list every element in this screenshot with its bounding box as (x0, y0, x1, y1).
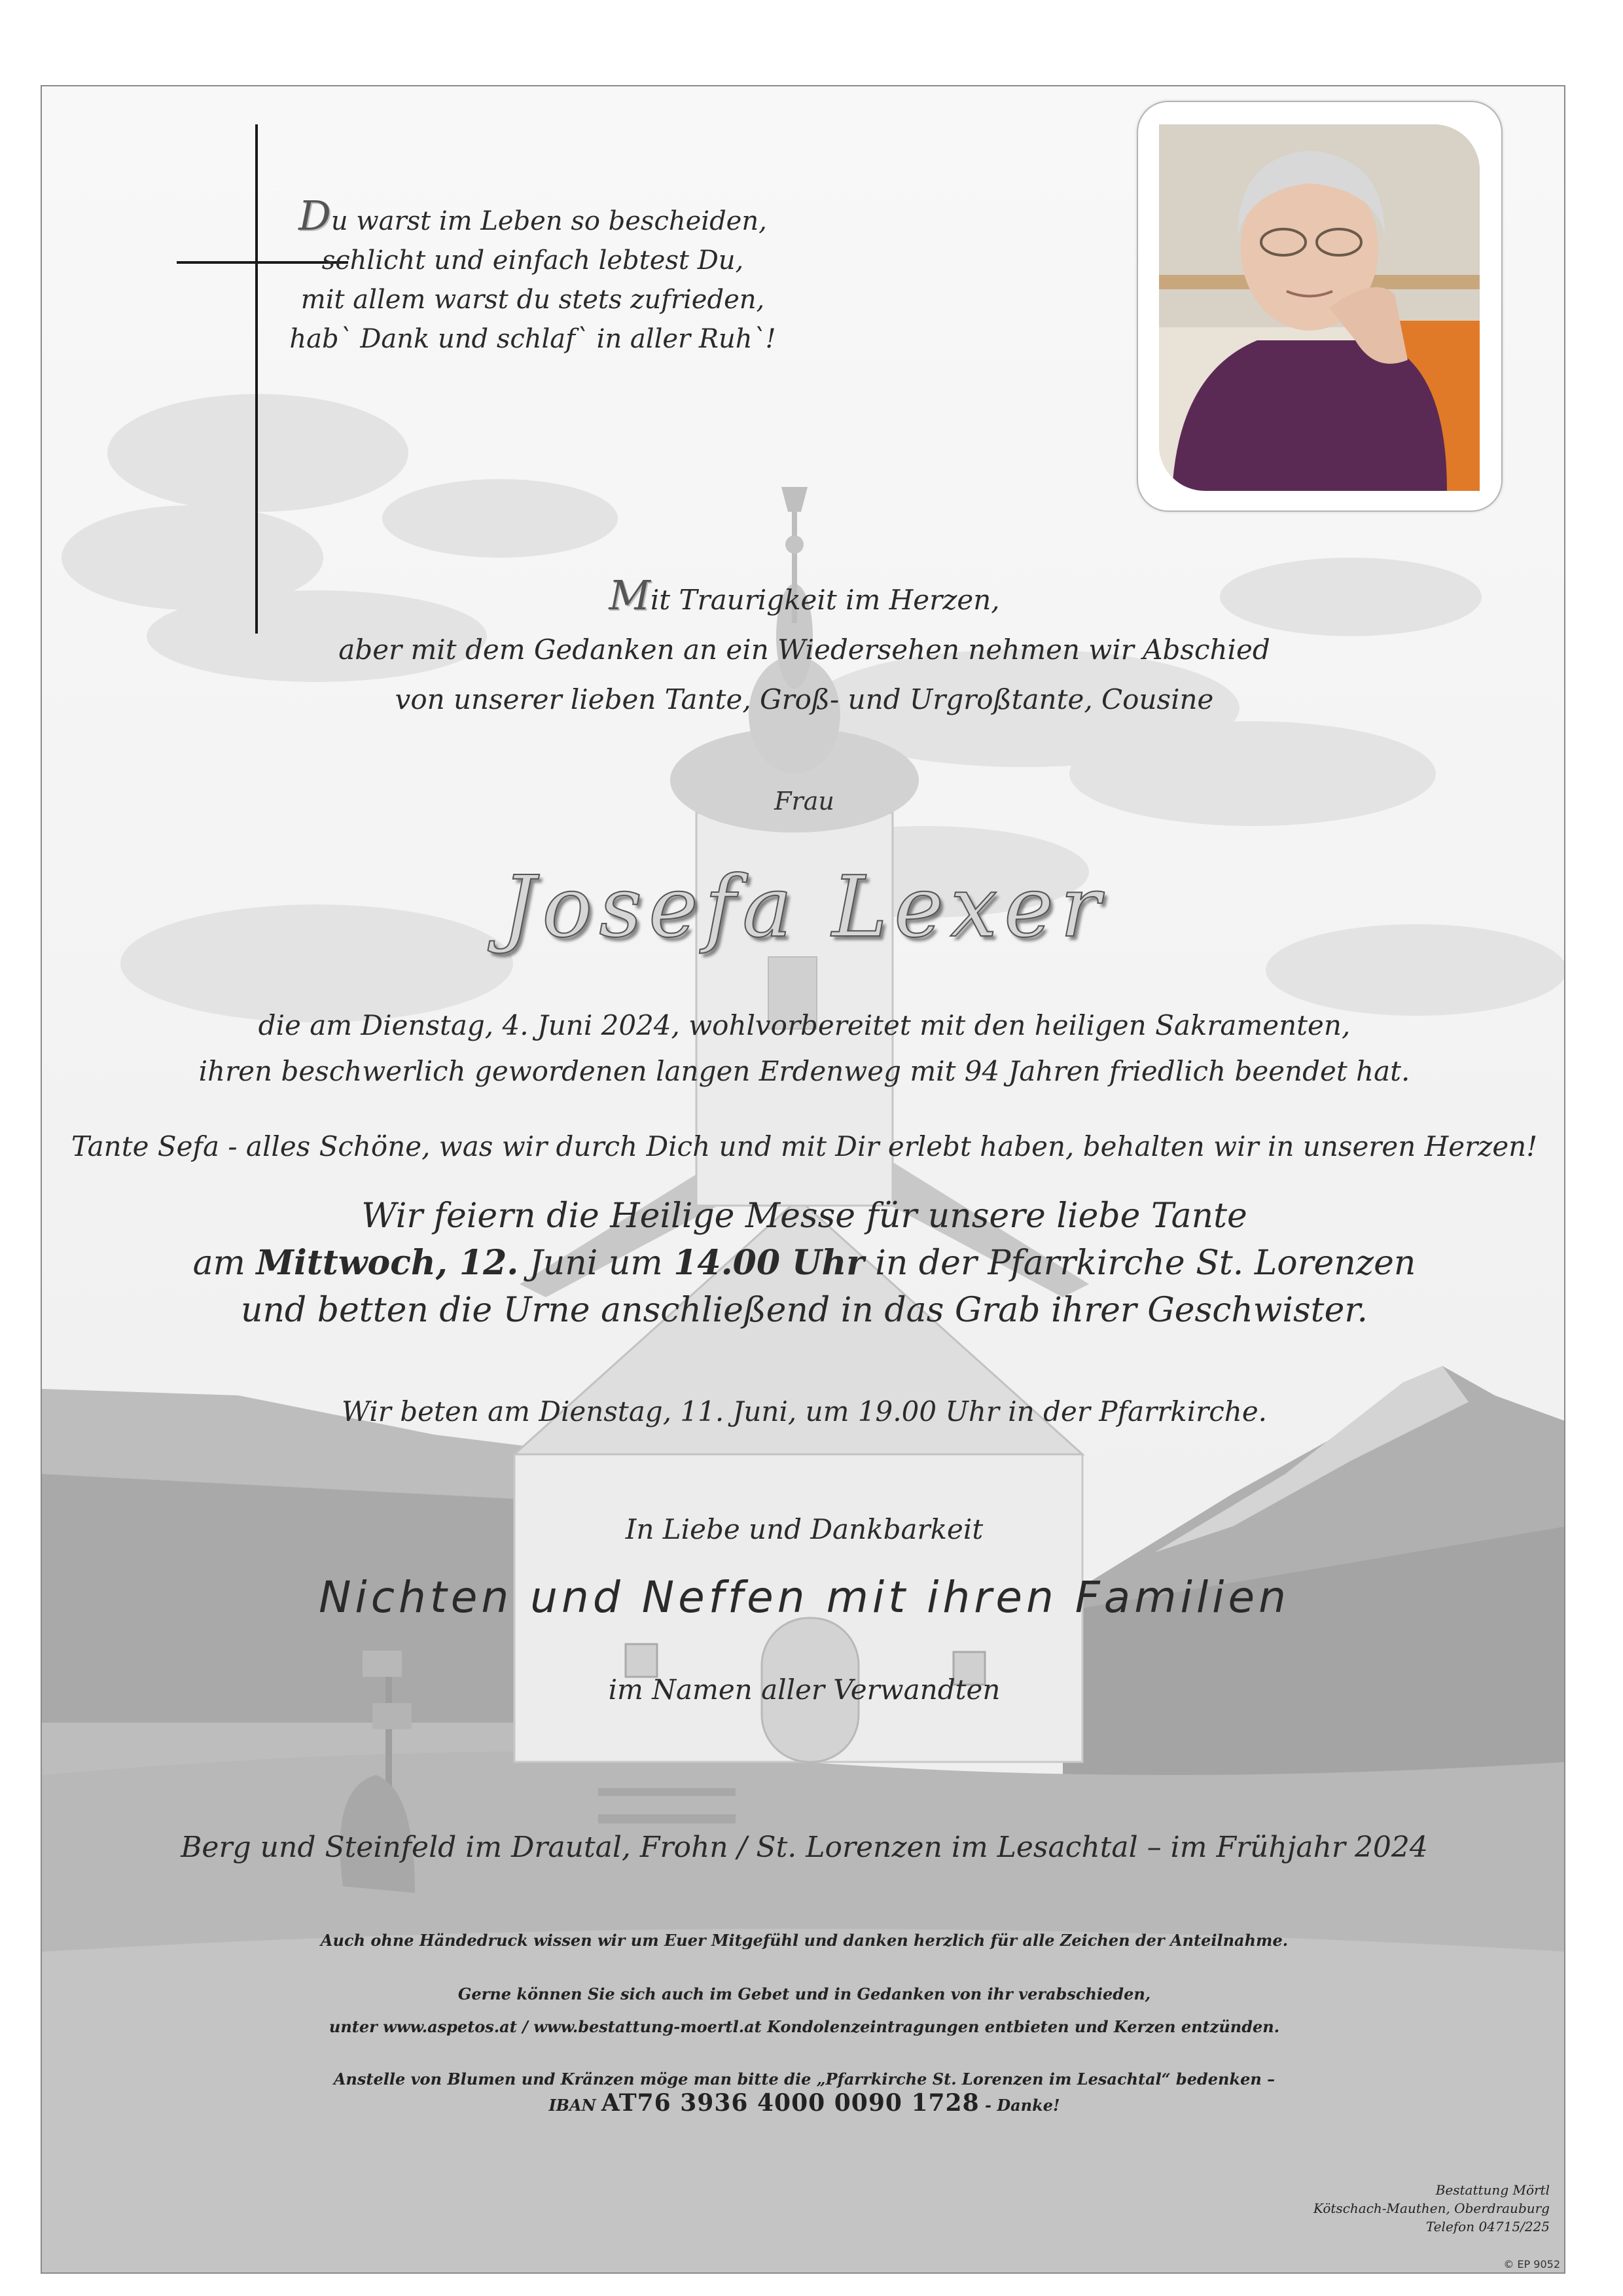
online-note-line-1: Gerne können Sie sich auch im Gebet und in Gedanken von ihr verabschieden, (457, 1984, 1151, 2003)
poem-line-1: u warst im Leben so bescheiden, (330, 206, 767, 236)
mass-line-2-part: am (192, 1244, 257, 1283)
poem-block (147, 192, 919, 359)
intro-line-2: aber mit dem Gedanken an ein Wiedersehen nehmen wir Abschied (338, 634, 1270, 666)
death-notice (42, 1003, 1565, 1094)
iban-label: IBAN (548, 2096, 596, 2115)
mass-announcement (42, 1193, 1565, 1334)
undertaker-phone: Telefon 04715/225 (1425, 2219, 1550, 2234)
intro-line-3: von unserer lieben Tante, Groß- und Urgroßtante, Cousine (395, 683, 1214, 715)
signature: Nichten und Neffen mit ihren Familien (319, 1572, 1290, 1623)
obituary-frame (41, 85, 1565, 2274)
undertaker-info (1313, 2181, 1550, 2236)
mass-line-1: Wir feiern die Heilige Messe für unsere liebe Tante (361, 1196, 1247, 1236)
tribute-line: Tante Sefa - alles Schöne, was wir durch Dich und mit Dir erlebt haben, behalten wir in unseren Herzen! (71, 1130, 1538, 1162)
condolence-note: Auch ohne Händedruck wissen wir um Euer Mitgefühl und danken herzlich für alle Zeichen der Anteilnahme. (320, 1931, 1289, 1950)
form-code: © EP 9052 (1503, 2258, 1560, 2270)
relatives-line: im Namen aller Verwandten (608, 1674, 1001, 1706)
online-note-line-2: unter www.aspetos.at / www.bestattung-moertl.at Kondolenzeintragungen entbieten und Kerzen entzünden. (329, 2017, 1280, 2036)
mass-time: 14.00 Uhr (673, 1243, 865, 1283)
undertaker-address: Kötschach-Mauthen, Oberdrauburg (1313, 2200, 1550, 2216)
iban-number: AT76 3936 4000 0090 1728 (601, 2089, 980, 2117)
portrait-photo (1159, 124, 1480, 491)
intro-block (42, 571, 1565, 725)
poem-line-4: hab` Dank und schlaf` in aller Ruh`! (289, 324, 776, 354)
poem-line-3: mit allem warst du stets zufrieden, (300, 285, 765, 315)
online-note (42, 1978, 1565, 2043)
closing-line: In Liebe und Dankbarkeit (625, 1513, 984, 1545)
undertaker-name: Bestattung Mörtl (1435, 2182, 1550, 2198)
death-notice-line-1: die am Dienstag, 4. Juni 2024, wohlvorbereitet mit den heiligen Sakramenten, (258, 1009, 1351, 1041)
mass-line-2 (42, 1240, 1565, 1287)
salutation: Frau (774, 787, 834, 816)
iban-suffix: - Danke! (985, 2096, 1060, 2115)
poem-dropcap: D (298, 192, 331, 240)
mass-line-2-part: in der Pfarrkirche St. Lorenzen (864, 1244, 1416, 1283)
prayer-notice: Wir beten am Dienstag, 11. Juni, um 19.00 Uhr in der Pfarrkirche. (341, 1395, 1268, 1427)
death-notice-line-2: ihren beschwerlich gewordenen langen Erdenweg mit 94 Jahren friedlich beendet hat. (198, 1055, 1410, 1087)
iban-line (42, 2089, 1565, 2117)
poem-line-2: schlicht und einfach lebtest Du, (321, 245, 744, 276)
mass-day: Mittwoch, 12. (256, 1243, 519, 1283)
portrait-frame (1138, 102, 1501, 511)
intro-dropcap: M (609, 571, 651, 619)
intro-line-1: it Traurigkeit im Herzen, (650, 584, 1000, 616)
donation-note: Anstelle von Blumen und Kränzen möge man bitte die „Pfarrkirche St. Lorenzen im Lesachtal“ bedenken – (333, 2070, 1275, 2089)
places-line: Berg und Steinfeld im Drautal, Frohn / St. Lorenzen im Lesachtal – im Frühjahr 2024 (181, 1831, 1428, 1864)
mass-line-2-part: Juni um (518, 1244, 674, 1283)
mass-line-3: und betten die Urne anschließend in das Grab ihrer Geschwister. (240, 1291, 1368, 1330)
deceased-name: Josefa Lexer (501, 859, 1107, 956)
